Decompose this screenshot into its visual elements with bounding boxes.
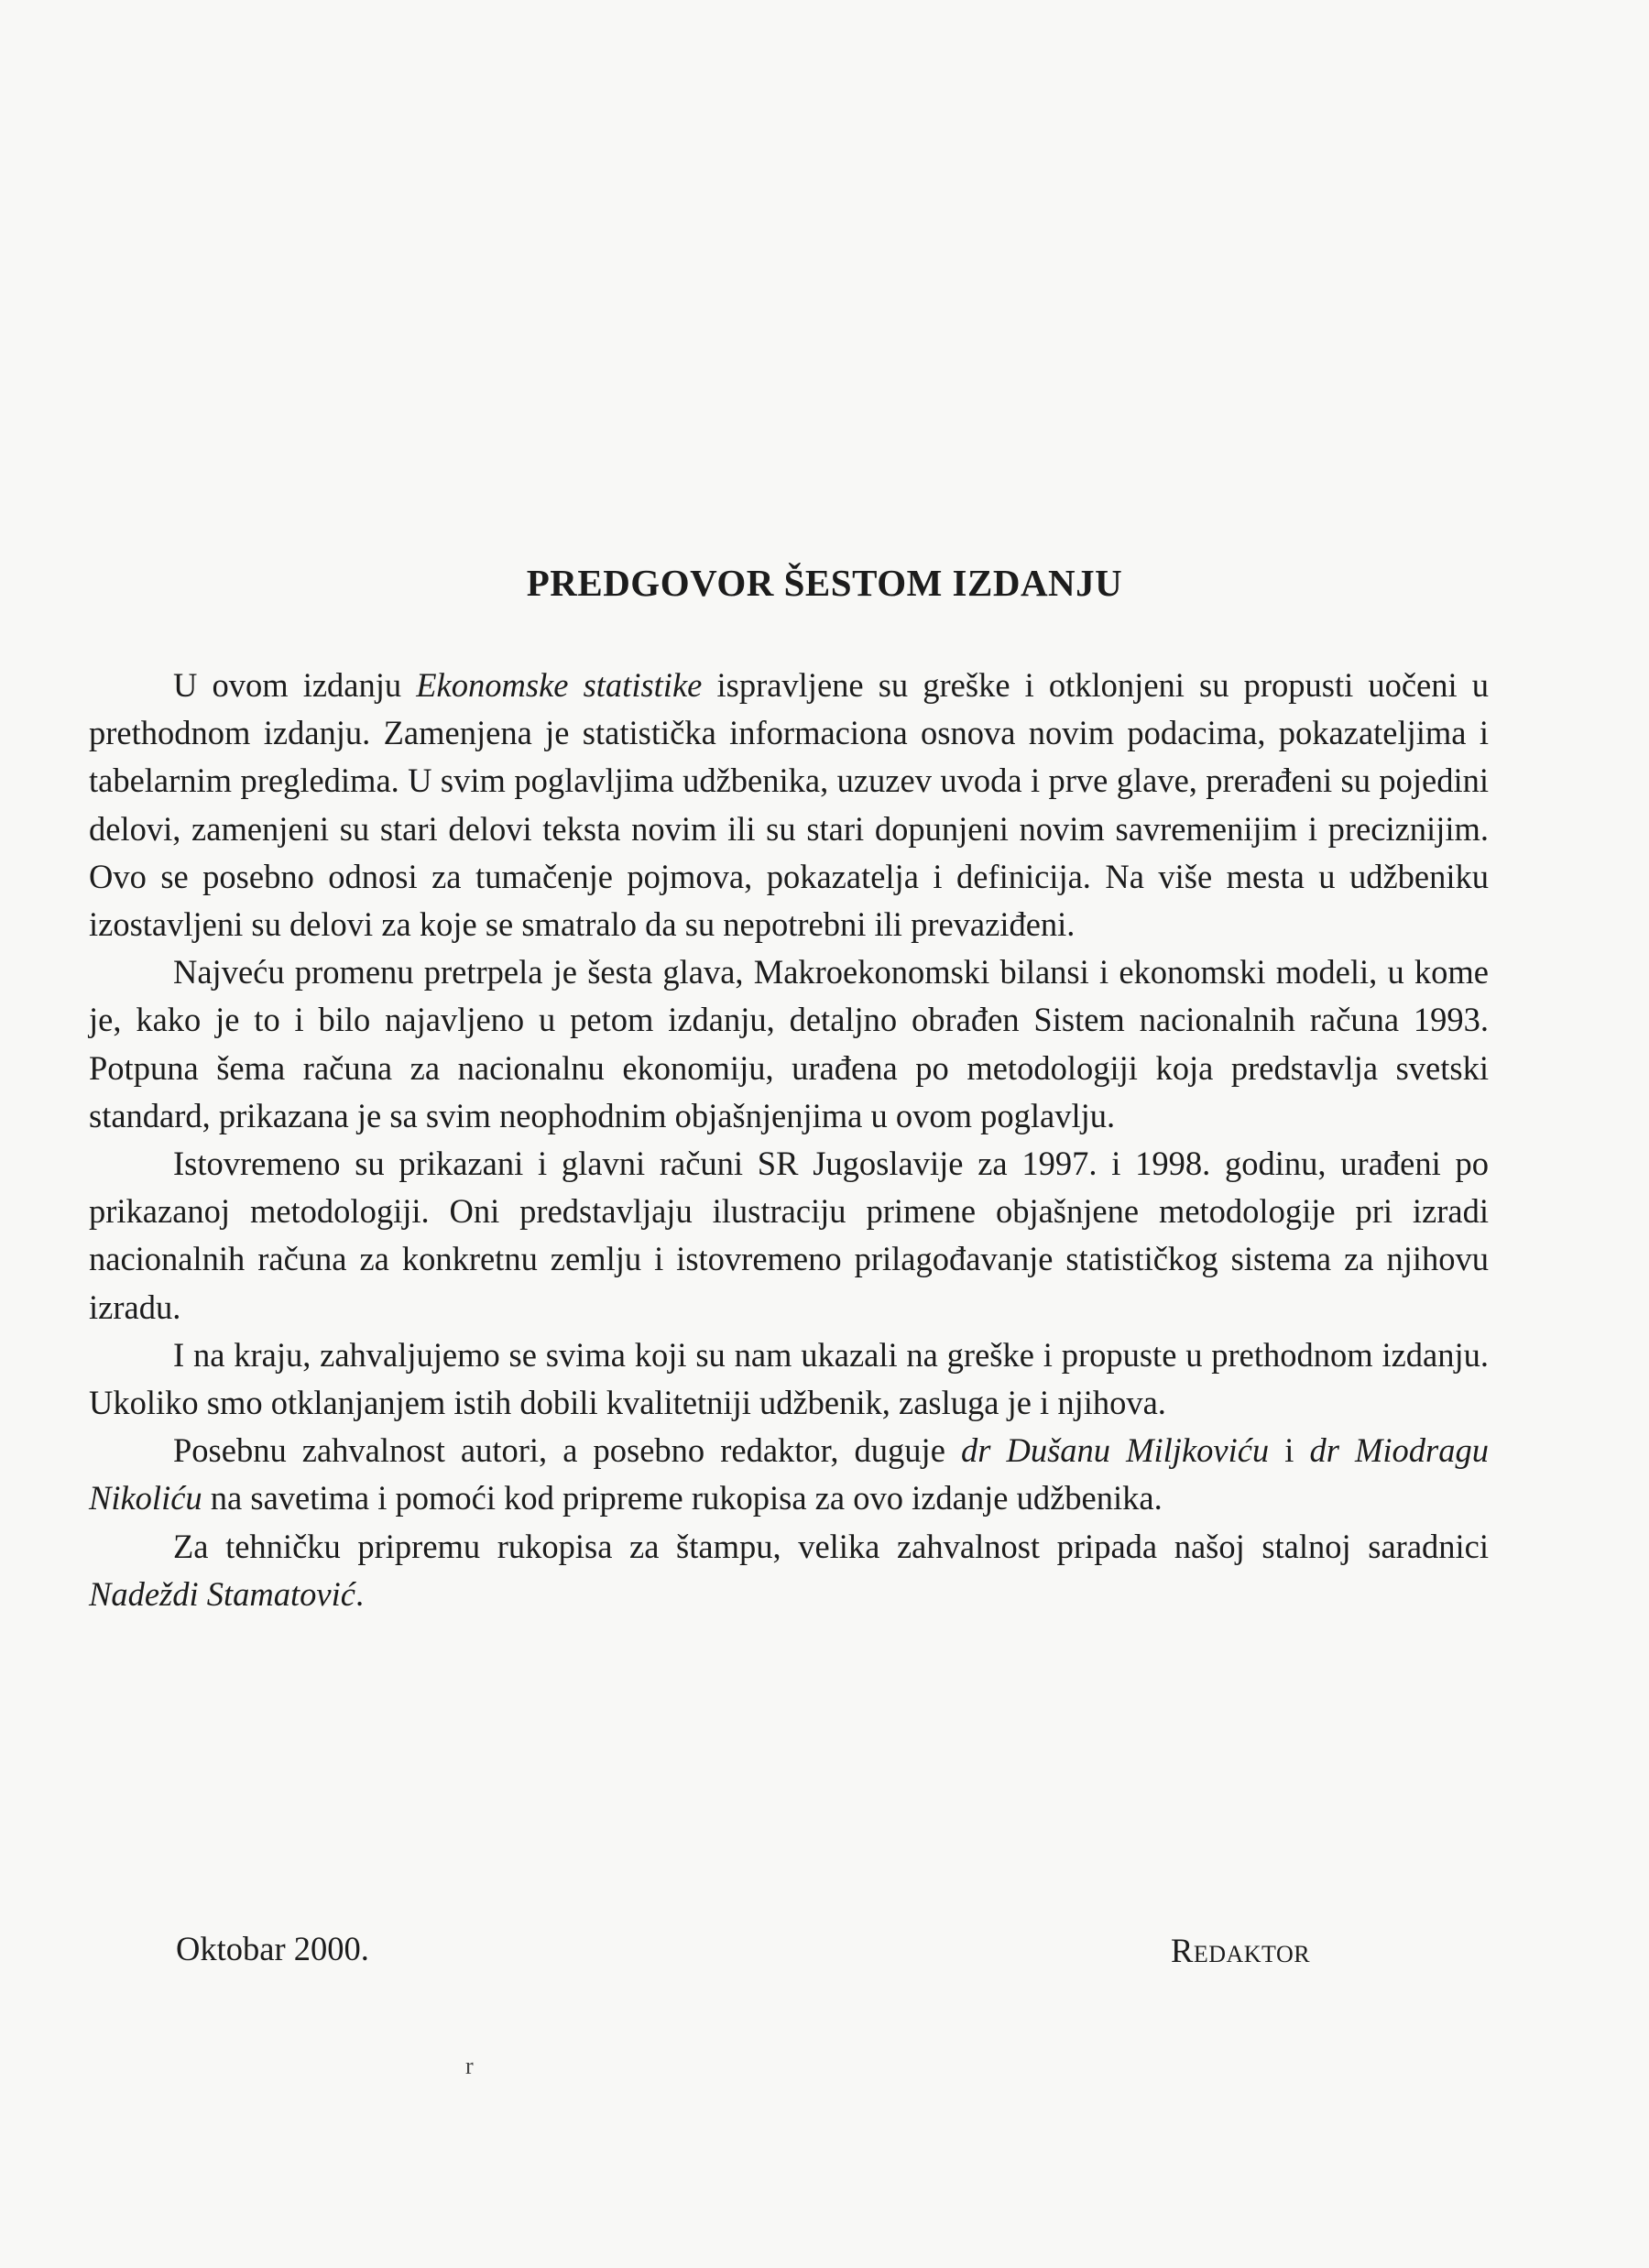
paragraph-3-text: Istovremeno su prikazani i glavni računi SR Jugoslavije za 1997. i 1998. godinu, urađeni po prikazanoj metodologiji. Oni predstavljaju ilustraciju primene objašnjene metodologije pri izradi nacionalnih računa za konkretnu zemlju i istovremeno prilagođavanje statističkog sistema za njihovu izradu. (89, 1145, 1489, 1326)
paragraph-4 (89, 1331, 1489, 1427)
paragraph-2 (89, 948, 1489, 1140)
book-title-italic: Ekonomske statistike (416, 666, 703, 704)
paragraph-5-text-b: i (1269, 1431, 1310, 1470)
paragraph-3 (89, 1140, 1489, 1331)
paragraph-6-text-b: . (355, 1574, 365, 1613)
person-name-italic: Nadeždi Stamatović (89, 1574, 355, 1613)
preface-body (89, 662, 1489, 1618)
editor-signature: Redaktor (1171, 1932, 1311, 1969)
person-name-italic: dr Dušanu Miljkoviću (960, 1431, 1270, 1470)
stray-mark: r (465, 2053, 474, 2079)
paragraph-5-text-a: Posebnu zahvalnost autori, a posebno redaktor, duguje (173, 1431, 961, 1470)
person-name-italic: dr Miodragu Nikoliću (89, 1431, 1489, 1517)
paragraph-2-text: Najveću promenu pretrpela je šesta glava, Makroekonomski bilansi i ekonomski modeli, u kome je, kako je to i bilo najavljeno u petom izdanju, detaljno obrađen Sistem nacionalnih računa 1993. Potpuna šema računa za nacionalnu ekonomiju, urađena po metodologiji koja predstavlja svetski standard, prikazana je sa svim neophodnim objašnjenjima u ovom poglavlju. (89, 953, 1489, 1134)
paragraph-1-text-a: U ovom izdanju (173, 666, 417, 704)
paragraph-5 (89, 1427, 1489, 1522)
paragraph-1-text-b: ispravljene su greške i otklonjeni su propusti uočeni u prethodnom izdanju. Zamenjena je statistička informaciona osnova novim podacima, pokazateljima i tabelarnim pregledima. U svim poglavljima udžbenika, uzuzev uvoda i prve glave, prerađeni su pojedini delovi, zamenjeni su stari delovi teksta novim ili su stari dopunjeni novim savremenijim i preciznijim. Ovo se posebno odnosi za tumačenje pojmova, pokazatelja i definicija. Na više mesta u udžbeniku izostavljeni su delovi za koje se smatralo da su nepotrebni ili prevaziđeni. (89, 666, 1489, 944)
paragraph-1 (89, 662, 1489, 948)
paragraph-6-text-a: Za tehničku pripremu rukopisa za štampu, velika zahvalnost pripada našoj stalnoj saradnici (173, 1527, 1489, 1565)
paragraph-5-text-c: na savetima i pomoći kod pripreme rukopisa za ovo izdanje udžbenika. (202, 1479, 1163, 1517)
paragraph-4-text: I na kraju, zahvaljujemo se svima koji su nam ukazali na greške i propuste u prethodnom izdanju. Ukoliko smo otklanjanjem istih dobili kvalitetniji udžbenik, zasluga je i njihova. (89, 1335, 1489, 1422)
date-line: Oktobar 2000. (176, 1930, 369, 1967)
page-title: PREDGOVOR ŠESTOM IZDANJU (526, 562, 1123, 604)
paragraph-6 (89, 1523, 1489, 1618)
